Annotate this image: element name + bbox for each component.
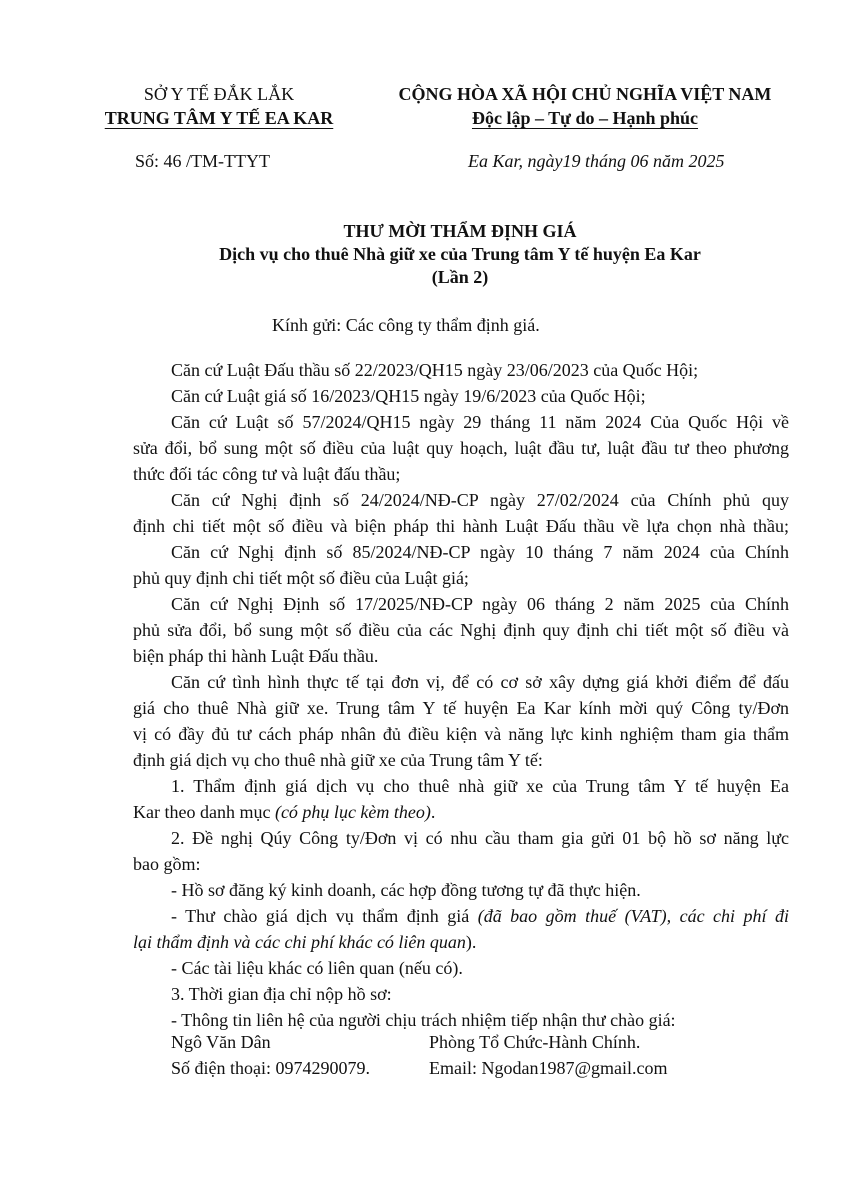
item-2-line-1: 2. Đề nghị Qúy Công ty/Đơn vị có nhu cầu tham gia gửi 01 bộ hồ sơ năng lực [171, 828, 789, 848]
item-2-bullet-2-note-cont: lại thẩm định và các chi phí khác có liên quan [133, 932, 466, 952]
national-motto: Độc lập – Tự do – Hạnh phúc [471, 108, 699, 128]
item-3-contact-intro: - Thông tin liên hệ của người chịu trách nhiệm tiếp nhận thư chào giá: [171, 1010, 676, 1030]
recipient-line: Kính gửi: Các công ty thẩm định giá. [272, 315, 540, 335]
item-2-line-2: bao gồm: [133, 854, 201, 874]
document-number: Số: 46 /TM-TTYT [135, 151, 270, 171]
basis-line-10: Căn cứ Nghị Định số 17/2025/NĐ-CP ngày 06 tháng 2 năm 2025 của Chính [171, 594, 789, 614]
item-2-bullet-2-cont [133, 929, 789, 955]
basis-line-7: định chi tiết một số điều và biện pháp thi hành Luật Đấu thầu về lựa chọn nhà thầu; [133, 516, 789, 536]
context-line-2: giá cho thuê Nhà giữ xe. Trung tâm Y tế huyện Ea Kar kính mời quý Công ty/Đơn [133, 698, 789, 718]
basis-line-6: Căn cứ Nghị định số 24/2024/NĐ-CP ngày 27/02/2024 của Chính phủ quy [171, 490, 789, 510]
letter-round: (Lần 2) [431, 267, 489, 287]
basis-line-2: Căn cứ Luật giá số 16/2023/QH15 ngày 19/6/2023 của Quốc Hội; [171, 386, 646, 406]
national-title: CỘNG HÒA XÃ HỘI CHỦ NGHĨA VIỆT NAM [398, 84, 772, 104]
basis-line-5: thức đối tác công tư và luật đấu thầu; [133, 464, 401, 484]
contact-department: Phòng Tổ Chức-Hành Chính. [429, 1032, 641, 1052]
context-line-4: định giá dịch vụ cho thuê nhà giữ xe của Trung tâm Y tế: [133, 750, 543, 770]
item-2-bullet-3: - Các tài liệu khác có liên quan (nếu có). [171, 958, 463, 978]
item-2-bullet-2-note: (đã bao gồm thuế (VAT), các chi phí đi [477, 906, 789, 926]
item-2-bullet-2 [133, 903, 789, 929]
basis-line-9: phủ quy định chi tiết một số điều của Luật giá; [133, 568, 469, 588]
basis-line-3: Căn cứ Luật số 57/2024/QH15 ngày 29 tháng 11 năm 2024 Của Quốc Hội về [171, 412, 789, 432]
item-1-line-2 [133, 799, 789, 825]
item-1-text: Kar theo danh mục [133, 802, 275, 822]
agency-name: SỞ Y TẾ ĐẮK LẮK [143, 84, 295, 104]
item-2-bullet-2-text: - Thư chào giá dịch vụ thẩm định giá [171, 906, 478, 926]
letter-subject: Dịch vụ cho thuê Nhà giữ xe của Trung tâm Y tế huyện Ea Kar [219, 244, 701, 264]
item-1-end: . [430, 802, 436, 822]
basis-line-4: sửa đổi, bổ sung một số điều của luật quy hoạch, luật đầu tư, luật đầu tư theo phương [133, 438, 789, 458]
item-1-line-1: 1. Thẩm định giá dịch vụ cho thuê nhà giữ xe của Trung tâm Y tế huyện Ea [171, 776, 789, 796]
organization-name: TRUNG TÂM Y TẾ EA KAR [104, 108, 334, 128]
item-2-bullet-2-end: ). [465, 932, 477, 952]
context-line-3: vị có đầy đủ tư cách pháp nhân đủ điều kiện và năng lực kinh nghiệm tham gia thẩm [133, 724, 789, 744]
item-1-appendix-note: (có phụ lục kèm theo) [274, 802, 431, 822]
basis-line-1: Căn cứ Luật Đấu thầu số 22/2023/QH15 ngày 23/06/2023 của Quốc Hội; [171, 360, 699, 380]
letter-title: THƯ MỜI THẨM ĐỊNH GIÁ [343, 221, 577, 241]
contact-phone: Số điện thoại: 0974290079. [171, 1058, 370, 1078]
contact-email: Email: Ngodan1987@gmail.com [429, 1058, 668, 1078]
basis-line-11: phủ sửa đổi, bổ sung một số điều của các Nghị định quy định chi tiết một số điều và [133, 620, 789, 640]
item-3-heading: 3. Thời gian địa chỉ nộp hồ sơ: [171, 984, 392, 1004]
document-date: Ea Kar, ngày19 tháng 06 năm 2025 [468, 151, 725, 171]
contact-name: Ngô Văn Dân [171, 1032, 271, 1052]
item-2-bullet-1: - Hồ sơ đăng ký kinh doanh, các hợp đồng tương tự đã thực hiện. [171, 880, 641, 900]
basis-line-12: biện pháp thi hành Luật Đấu thầu. [133, 646, 379, 666]
basis-line-8: Căn cứ Nghị định số 85/2024/NĐ-CP ngày 10 tháng 7 năm 2024 của Chính [171, 542, 789, 562]
context-line-1: Căn cứ tình hình thực tế tại đơn vị, để có cơ sở xây dựng giá khởi điểm để đấu [171, 672, 789, 692]
